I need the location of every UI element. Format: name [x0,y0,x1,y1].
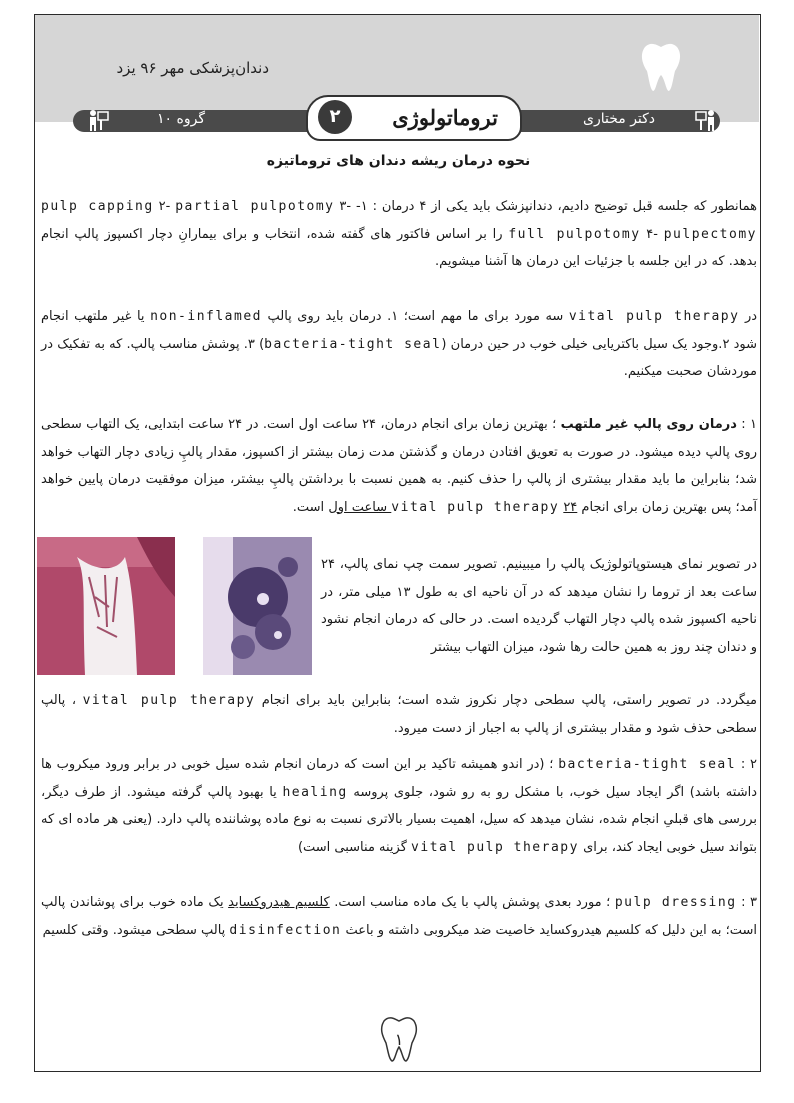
text-run: ) ۳. پوشش مناسب پالپ. که به تفکیک در موردشان صحبت میکنیم. [41,336,757,379]
underlined-text: ۲۴ ساعت اول [328,499,578,515]
teacher-icon [85,108,109,132]
term: partial pulpotomy [175,199,335,214]
text-run: گزینه مناسبی است) [297,839,412,855]
page-number: ۱ [394,1030,404,1049]
tooth-icon [639,41,683,93]
section-title: نحوه درمان ریشه دندان های تروماتیزه [266,153,531,169]
text-run: یا بهبود پالپ گرفته میشود. از طرف دیگر، بررسی های قبلیِ انجام شده، نشان میدهد که سیل، اهمیت بسیار بالاتری نسبت به نوع ماده پوشاننده پالپ دارد. (یعنی هر ماده ای که بتواند سیل خوبی ایجاد کند، برای [41,784,757,855]
term: pulp capping [41,199,154,214]
term: vital pulp therapy [568,309,740,324]
text-run: را بر اساس فاکتور های گفته شده، انتخاب و برای بیمارانِ دچار اکسپوز پالپ انجام بدهد. که در این جلسه با جزئیات این درمان ها آشنا میشویم. [41,226,757,269]
paragraph-1 [41,193,757,276]
group-label: گروه ۱۰ [157,111,205,127]
text-run: در تصویر نمای هیستوپاتولوژیک پالپ را میبینیم. تصویر سمت چپ نمای پالپ، ۲۴ ساعت بعد از تروما را نشان میدهد که در آن ناحیه ای به طول ۱۳ میلی متر، در ناحیه اکسپوز شده پالپ دچار التهاب گردیده است. در حالی که درمان انجام نشود و دندان چند روز به همین حالت رها شود، میزان التهاب بیشتر [321,557,757,655]
term: disinfection [229,922,342,938]
text-run: ۴- [640,226,664,242]
histology-image-left [37,537,175,675]
text-run: در [739,309,758,324]
instructor-name: دکتر مختاری [583,111,656,127]
term: full pulpotomy [508,226,641,242]
histology-image-right [203,537,312,675]
paragraph-6 [41,889,757,944]
text-run: پالپ سطحی میشود. وقتی کلسیم [42,922,230,938]
term: bacteria-tight seal [264,336,442,352]
term: pulp dressing [614,895,737,910]
term: healing [282,784,348,800]
bold-heading: درمان روی پالپ غیر ملتهب [560,417,737,432]
text-run: یک ماده خوب برای پوشاندن پالپ است؛ به این دلیل که کلسیم هیدروکساید خاصیت ضد میکروبی داشته و باعث [41,895,757,938]
text-run: است. [292,499,329,515]
course-title: تروماتولوژی [392,105,498,130]
paragraph-4-continued [41,687,757,742]
text-run: همانطور که جلسه قبل توضیح دادیم، دندانپزشک باید یکی از ۴ درمان : ۱- [351,199,757,214]
paragraph-4-wrapped [321,551,757,661]
page-frame [34,14,761,1072]
term: pulpectomy [663,226,757,242]
text-run: ؛ بهترین زمان برای انجام درمان، ۲۴ ساعت اول است. در ۲۴ ساعت ابتدایی، یک التهاب سطحی روی پالپ دیده میشود. در صورت به تعویق افتادن درمان و گذشتن مدت زمان بیشتر از اکسپوز، مقدار پالپِ زیادی دچار التهاب خواهد شد؛ بنابراین ما باید مقدار بیشتری از پالپ را حذف کنیم. به همین نسبت با برداشتن پالپِ بیشتر، میزان موفقیت درمان پایین خواهد آمد؛ پس بهترین زمان برای انجام [41,417,757,515]
text-run: ۲ : [736,757,757,772]
term: bacteria-tight seal [558,757,737,772]
text-run: سه مورد برای ما مهم است؛ ۱. درمان باید روی پالپ [261,309,569,324]
course-title-box [306,95,522,141]
text-run: یا غیر ملتهب انجام شود ۲.وجود یک سیل باکتریایی خیلی خوب در حین درمان ( [41,309,758,352]
text-run: میگردد. در تصویر راستی، پالپ سطحی دچار نکروز شده است؛ بنابراین باید برای انجام [255,693,757,708]
underlined-text: کلسیم هیدروکساید [228,895,330,910]
paragraph-5 [41,751,757,861]
paragraph-2 [41,303,757,386]
header-subtitle: دندان‌پزشکی مهر ۹۶ یزد [116,59,269,77]
term: vital pulp therapy [82,693,256,708]
text-run: ، پالپ سطحی حذف شود و مقدار بیشتری از پالپ به اجبار از دست میرود. [41,693,757,736]
text-run: ؛ (در اندو همیشه تاکید بر این است که درمان انجام شده سیل خوبی در برابر ورود میکروب ها داشته باشد) اگر ایجاد سیل خوب، با مشکل رو به رو شود، جلوی پروسه [41,757,757,800]
teacher-icon-right [695,108,719,132]
paragraph-3 [41,411,757,521]
term: non-inflamed [150,309,262,324]
term: vital pulp therapy [411,839,579,855]
text-run: ۳ : [736,895,757,910]
term: vital pulp therapy [391,499,560,515]
text-run: ۱ : [736,417,757,432]
footer-tooth-icon [379,1015,419,1063]
text-run: ؛ مورد بعدی پوشش پالپ با یک ماده مناسب است. [329,895,615,910]
text-run: ۲- [153,199,176,214]
session-number: ۲ [318,100,352,134]
text-run: ۳- [334,199,352,214]
